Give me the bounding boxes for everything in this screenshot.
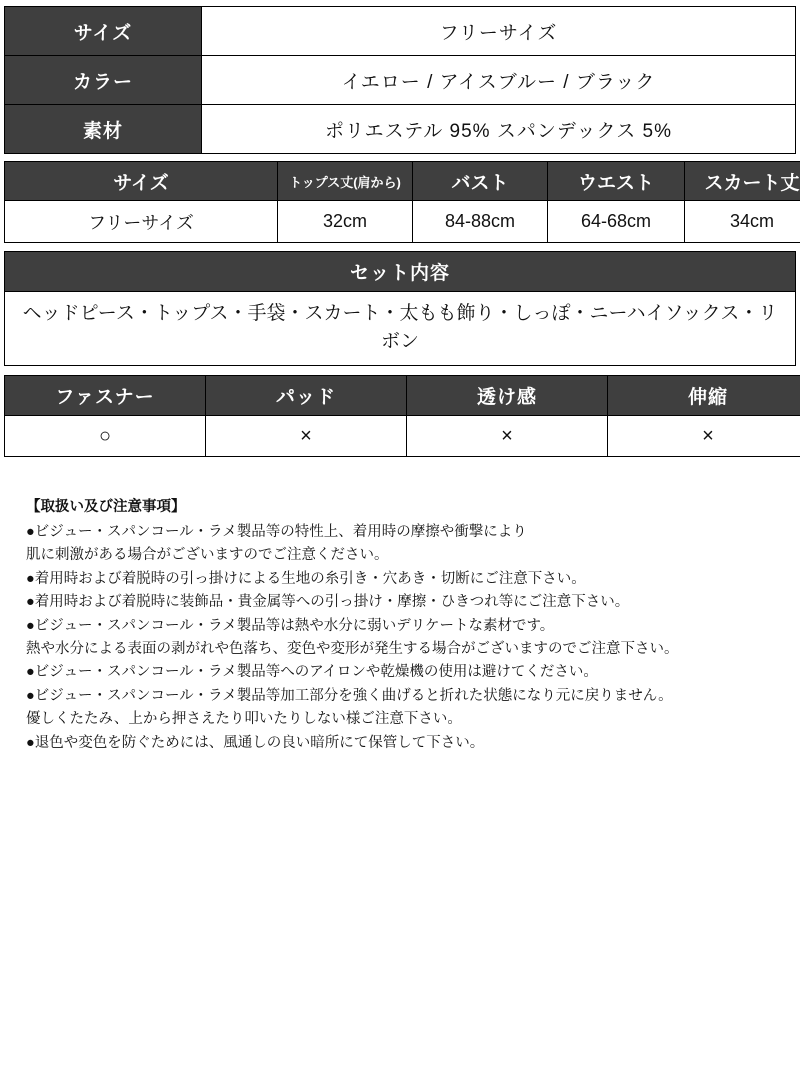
care-note-line: ●着用時および着脱時の引っ掛けによる生地の糸引き・穴あき・切断にご注意下さい。 (26, 568, 796, 591)
spec-value-size: フリーサイズ (202, 7, 796, 56)
measurement-value-tops-length: 32cm (278, 201, 413, 243)
care-notes-title: 【取扱い及び注意事項】 (26, 496, 796, 519)
table-row (5, 7, 796, 56)
measurement-header-skirt-length: スカート丈 (685, 162, 800, 201)
spec-value-material: ポリエステル 95% スパンデックス 5% (202, 105, 796, 154)
care-note-line: 熱や水分による表面の剥がれや色落ち、変色や変形が発生する場合がございますのでご注意下さい。 (26, 638, 796, 661)
care-note-line: 肌に刺激がある場合がございますのでご注意ください。 (26, 544, 796, 567)
measurement-header-size: サイズ (5, 162, 278, 201)
care-note-line: ●ビジュー・スパンコール・ラメ製品等の特性上、着用時の摩擦や衝撃により (26, 521, 796, 544)
measurement-value-bust: 84-88cm (413, 201, 548, 243)
table-header-row (5, 162, 800, 201)
table-row (5, 201, 800, 243)
care-note-line: 優しくたたみ、上から押さえたり叩いたりしない様ご注意下さい。 (26, 708, 796, 731)
set-contents-items: ヘッドピース・トップス・手袋・スカート・太もも飾り・しっぽ・ニーハイソックス・リボン (5, 292, 796, 366)
product-spec-page (0, 6, 800, 1073)
care-note-line: ●着用時および着脱時に装飾品・貴金属等への引っ掛け・摩擦・ひきつれ等にご注意下さい。 (26, 591, 796, 614)
care-note-line: ●ビジュー・スパンコール・ラメ製品等加工部分を強く曲げると折れた状態になり元に戻りません。 (26, 685, 796, 708)
measurement-value-waist: 64-68cm (548, 201, 685, 243)
measurement-header-tops-length: トップス丈(肩から) (278, 162, 413, 201)
feature-header-zipper: ファスナー (5, 376, 206, 416)
spec-label-color: カラー (5, 56, 202, 105)
feature-header-stretch: 伸縮 (608, 376, 800, 416)
spec-label-material: 素材 (5, 105, 202, 154)
feature-value-pad: × (206, 416, 407, 457)
table-row (5, 292, 796, 366)
care-notes (4, 496, 796, 755)
spec-label-size: サイズ (5, 7, 202, 56)
care-note-line: ●退色や変色を防ぐためには、風通しの良い暗所にて保管して下さい。 (26, 732, 796, 755)
spec-value-color: イエロー / アイスブルー / ブラック (202, 56, 796, 105)
table-row (5, 56, 796, 105)
spec-table (4, 6, 796, 154)
measurement-header-waist: ウエスト (548, 162, 685, 201)
measurement-header-bust: バスト (413, 162, 548, 201)
care-note-line: ●ビジュー・スパンコール・ラメ製品等は熱や水分に弱いデリケートな素材です。 (26, 615, 796, 638)
set-contents-title: セット内容 (5, 252, 796, 292)
feature-header-sheerness: 透け感 (407, 376, 608, 416)
feature-value-zipper: ○ (5, 416, 206, 457)
set-contents-table (4, 251, 796, 366)
table-row (5, 416, 800, 457)
measurement-value-size: フリーサイズ (5, 201, 278, 243)
features-table (4, 375, 800, 457)
table-header-row (5, 376, 800, 416)
table-header-row (5, 252, 796, 292)
feature-value-sheerness: × (407, 416, 608, 457)
feature-value-stretch: × (608, 416, 800, 457)
care-note-line: ●ビジュー・スパンコール・ラメ製品等へのアイロンや乾燥機の使用は避けてください。 (26, 661, 796, 684)
measurement-table (4, 161, 800, 243)
table-row (5, 105, 796, 154)
feature-header-pad: パッド (206, 376, 407, 416)
measurement-value-skirt-length: 34cm (685, 201, 800, 243)
